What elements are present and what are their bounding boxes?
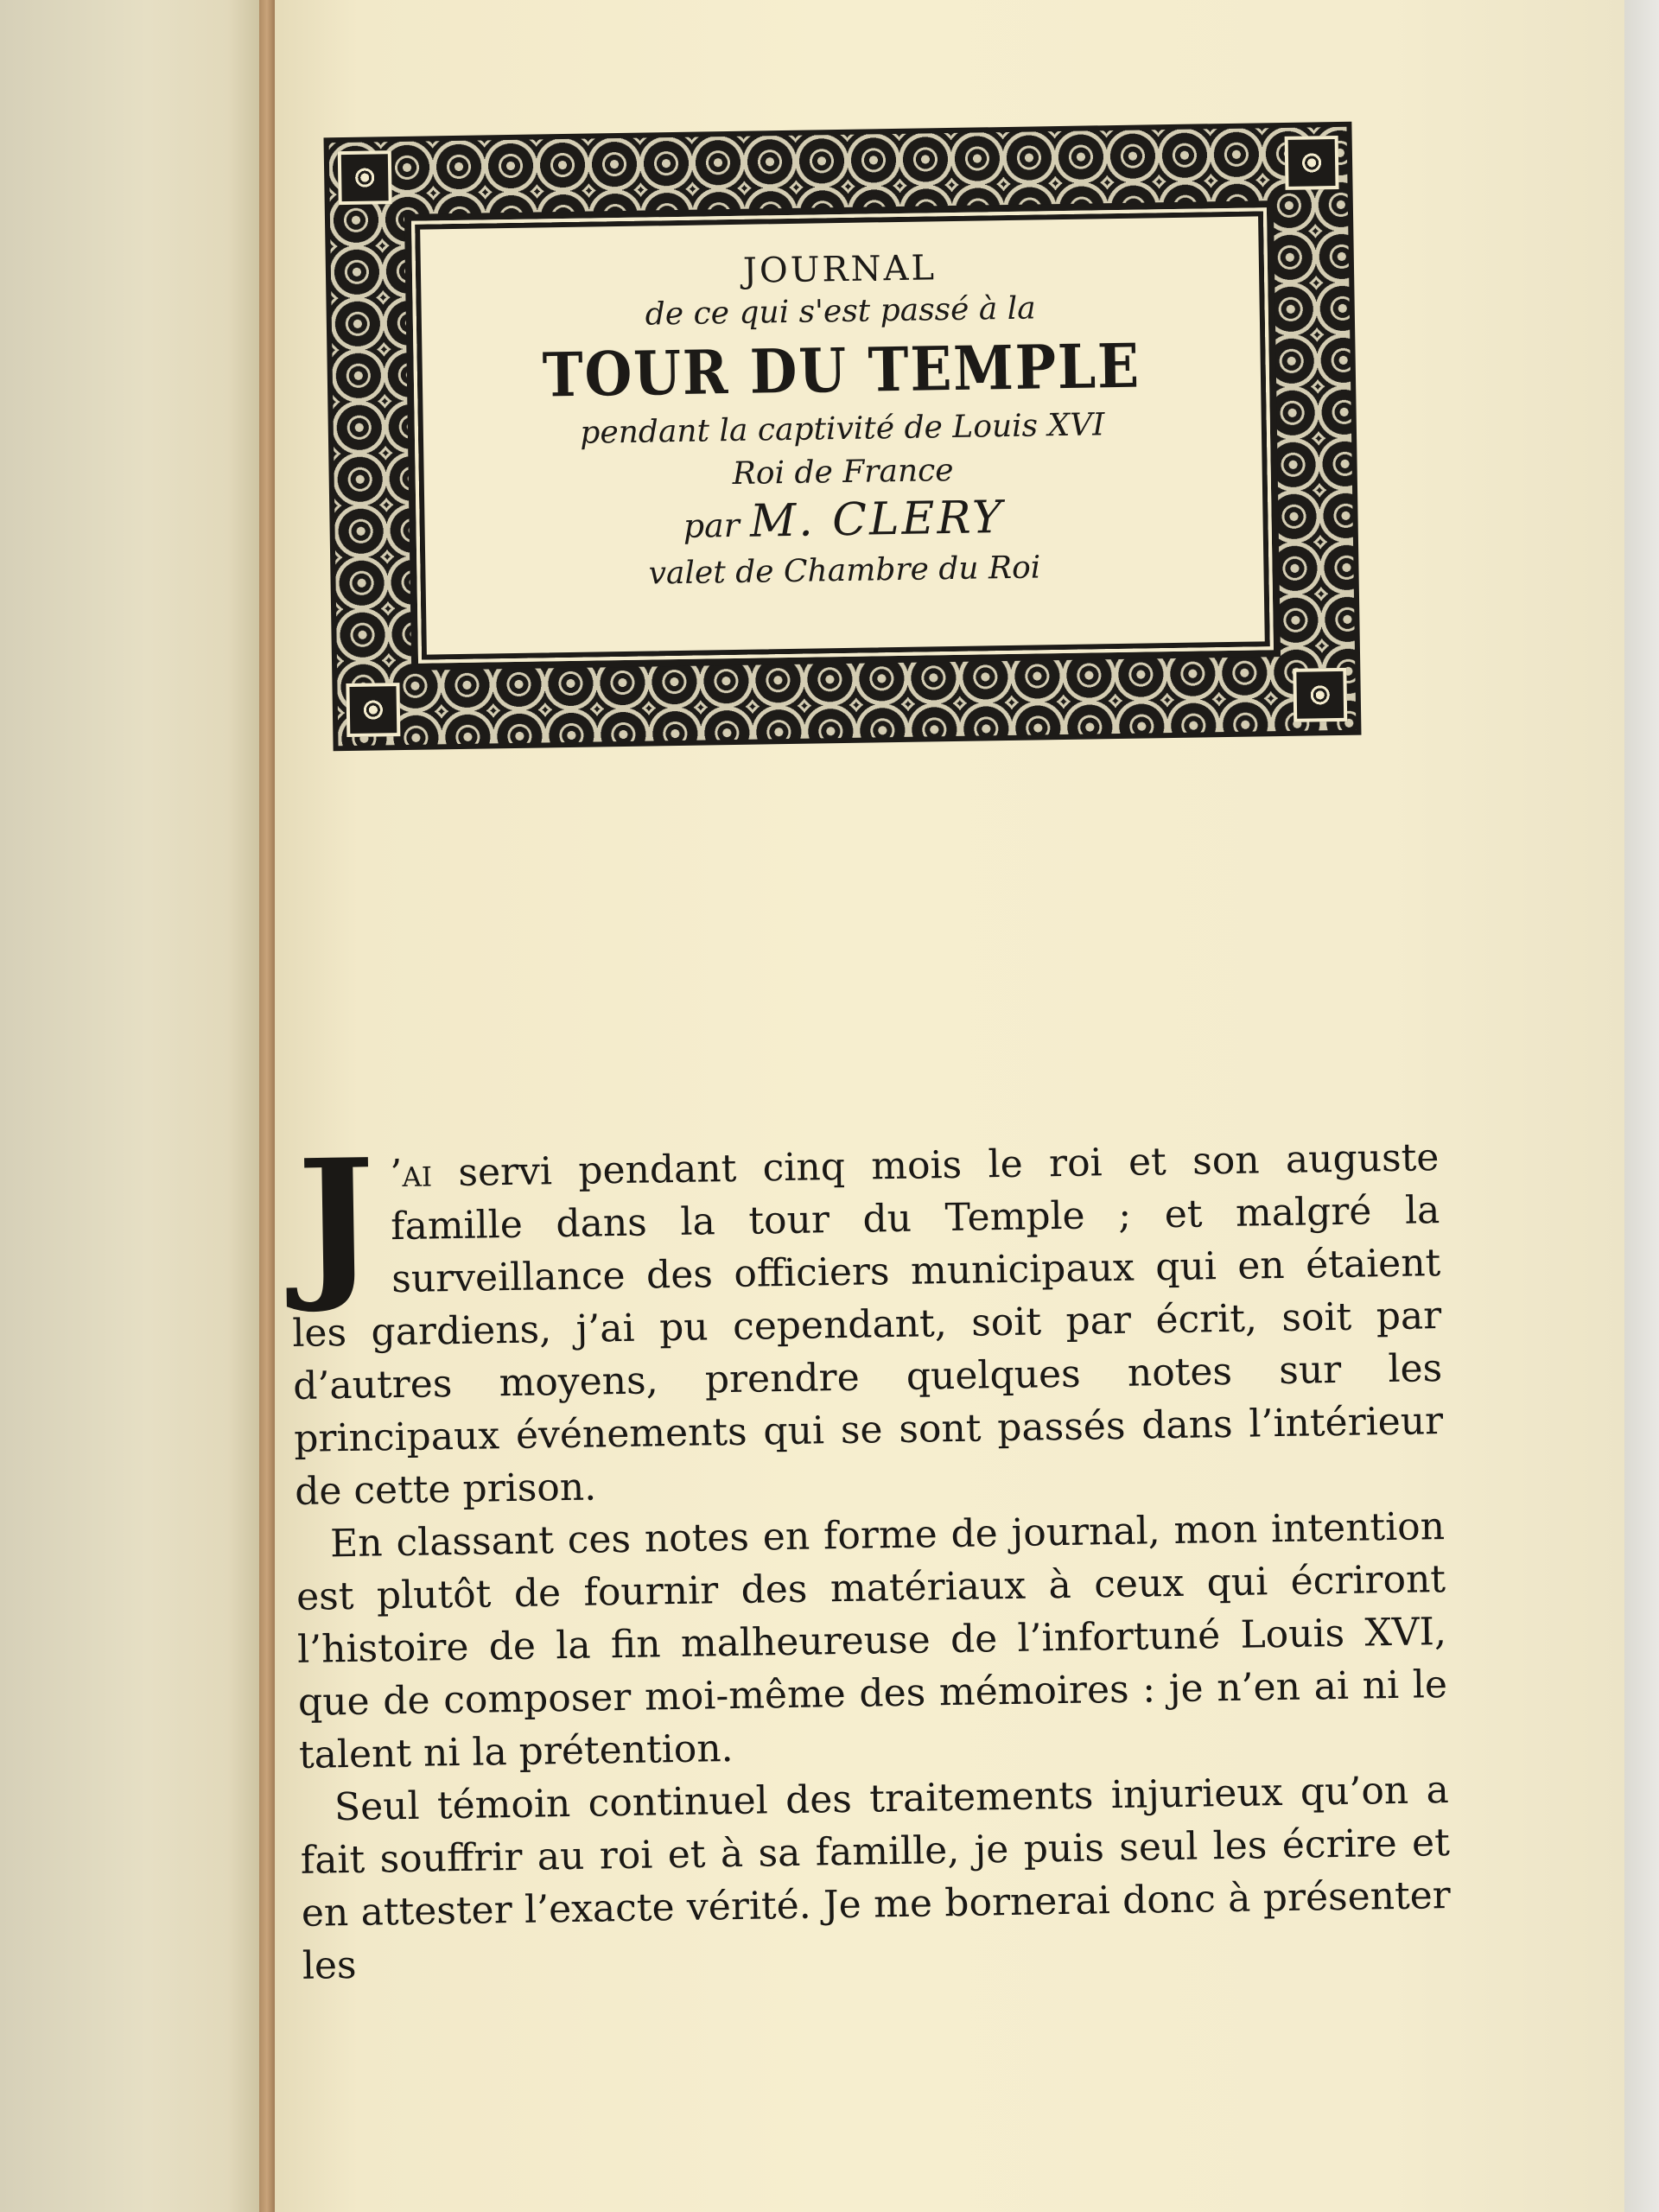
- corner-rosette-icon: [1293, 668, 1347, 722]
- background-surface: [1624, 0, 1659, 2212]
- ornamental-title-frame: [323, 122, 1361, 752]
- facing-page: [0, 0, 268, 2212]
- lead-in: ’ai: [389, 1151, 433, 1197]
- paragraph-1-text: servi pendant cinq mois le roi et son auguste famille dans la tour du Temple ; et malgré la surveillance des officiers municipaux qui en étaient les gardiens, j’ai pu cependant, soit par écrit, soit par d’autres moyens, prendre quelques notes sur les principaux événements qui se sont passés dans l’intérieur de cette prison.: [291, 1135, 1444, 1514]
- title-captivity-line: pendant la captivité de Louis XVI: [580, 407, 1105, 451]
- paragraph-1: [289, 1122, 1445, 1518]
- title-subtitle: de ce qui s'est passé à la: [645, 290, 1037, 333]
- title-king-line: Roi de France: [732, 452, 954, 493]
- title-block: [420, 216, 1265, 654]
- title-main: TOUR DU TEMPLE: [542, 329, 1141, 411]
- corner-rosette-icon: [338, 150, 392, 205]
- author-prefix: par: [683, 505, 741, 545]
- paragraph-3: Seul témoin continuel des traitements injurieux qu’on a fait souffrir au roi et à sa famille, je puis seul les écrire et en attester l’exacte vérité. Je me bornerai donc à présenter les: [300, 1768, 1452, 1988]
- body-text: [289, 1122, 1452, 1993]
- corner-rosette-icon: [346, 683, 400, 737]
- author-name: M. CLERY: [749, 492, 1005, 548]
- corner-rosette-icon: [1285, 136, 1339, 190]
- paragraph-2: En classant ces notes en forme de journal, mon intention est plutôt de fournir des matériaux à ceux qui écriront l’histoire de la fin malheureuse de l’infortuné Louis XVI, que de composer moi-même des mémoires : je n’en ai ni le talent ni la prétention.: [296, 1504, 1448, 1777]
- title-author-role: valet de Chambre du Roi: [648, 550, 1041, 592]
- title-journal: JOURNAL: [742, 248, 938, 291]
- drop-cap: J: [296, 1122, 377, 1317]
